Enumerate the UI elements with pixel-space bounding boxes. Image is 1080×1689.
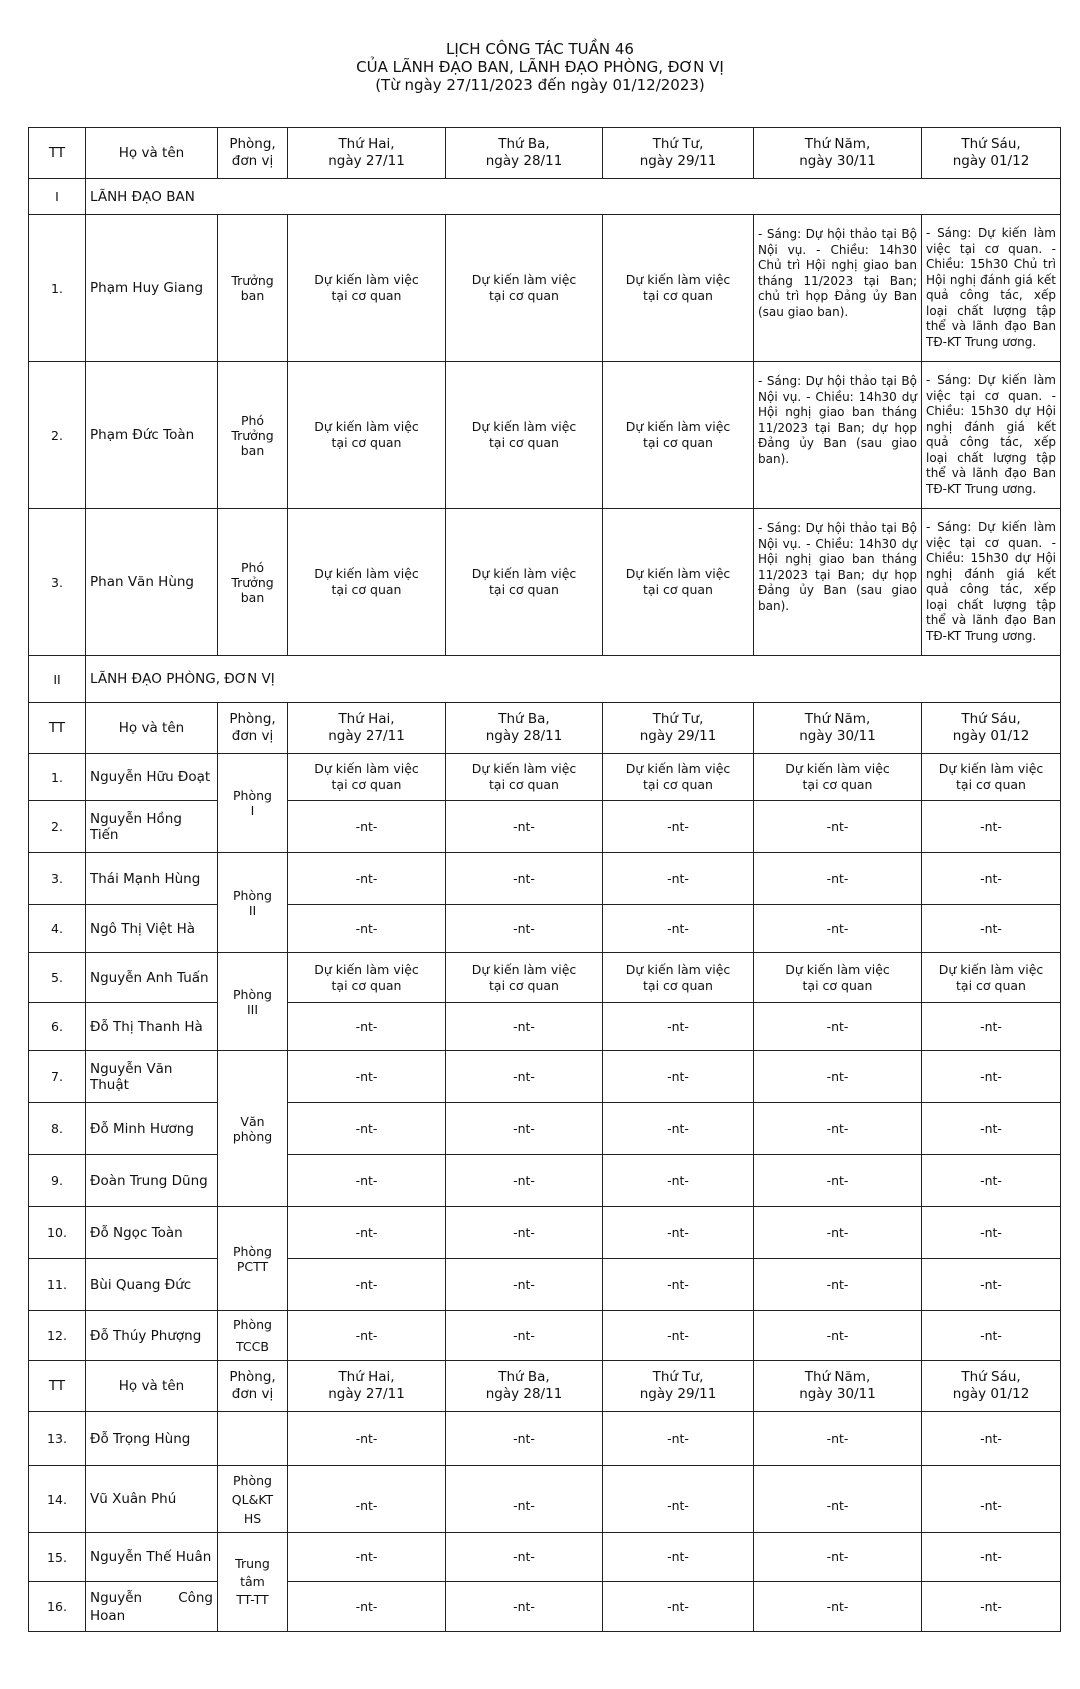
header-day-mon: Thứ Hai, ngày 27/11 (288, 128, 446, 179)
header-dept: Phòng, đơn vị (218, 1361, 288, 1412)
section-number: I (29, 179, 86, 215)
header-day-thu: Thứ Năm, ngày 30/11 (754, 128, 922, 179)
table-row (29, 1103, 1061, 1155)
row-number: 1. (29, 215, 86, 362)
schedule-cell: Dự kiến làm việc tại cơ quan (288, 215, 446, 362)
header-day-thu: Thứ Năm, ngày 30/11 (754, 1361, 922, 1412)
schedule-cell: -nt- (446, 905, 603, 953)
schedule-cell: -nt- (603, 801, 754, 853)
table-row (29, 1207, 1061, 1259)
schedule-cell: -nt- (922, 801, 1061, 853)
schedule-cell: -nt- (754, 1103, 922, 1155)
header-day-fri: Thứ Sáu, ngày 01/12 (922, 1361, 1061, 1412)
schedule-detail-thu: - Sáng: Dự hội thảo tại Bộ Nội vụ. - Chiều: 14h30 dự Hội nghị giao ban tháng 11/2023 tại Ban; dự họp Đảng ủy Ban (sau giao ban). (754, 509, 922, 656)
header-day-fri: Thứ Sáu, ngày 01/12 (922, 128, 1061, 179)
section-label: LÃNH ĐẠO BAN (86, 179, 1061, 215)
table-row (29, 953, 1061, 1003)
person-name: Nguyễn Hữu Đoạt (86, 754, 218, 801)
header-dept: Phòng, đơn vị (218, 128, 288, 179)
schedule-cell: -nt- (446, 1582, 603, 1632)
department: Trưởng ban (218, 215, 288, 362)
schedule-cell: -nt- (922, 1207, 1061, 1259)
person-name: Nguyễn Công Hoan (86, 1582, 218, 1632)
person-name: Nguyễn Anh Tuấn (86, 953, 218, 1003)
schedule-detail-fri: - Sáng: Dự kiến làm việc tại cơ quan. - Chiều: 15h30 dự Hội nghị đánh giá kết quả công tác, xếp loại chất lượng tập thể và lãnh đạo Ban TĐ-KT Trung ương. (922, 509, 1061, 656)
schedule-cell: Dự kiến làm việc tại cơ quan (288, 953, 446, 1003)
schedule-cell: -nt- (603, 1051, 754, 1103)
schedule-cell: Dự kiến làm việc tại cơ quan (922, 754, 1061, 801)
schedule-cell: -nt- (603, 1412, 754, 1466)
header-day-tue: Thứ Ba, ngày 28/11 (446, 703, 603, 754)
person-name: Đoàn Trung Dũng (86, 1155, 218, 1207)
table-row (29, 905, 1061, 953)
schedule-cell: Dự kiến làm việc tại cơ quan (446, 362, 603, 509)
person-name: Phạm Huy Giang (86, 215, 218, 362)
schedule-cell: -nt- (754, 1311, 922, 1361)
table-row (29, 801, 1061, 853)
row-number: 3. (29, 853, 86, 905)
schedule-cell: -nt- (288, 1311, 446, 1361)
schedule-cell: -nt- (922, 1533, 1061, 1582)
schedule-cell: -nt- (603, 905, 754, 953)
schedule-cell: Dự kiến làm việc tại cơ quan (603, 754, 754, 801)
schedule-cell: -nt- (754, 1533, 922, 1582)
schedule-cell: Dự kiến làm việc tại cơ quan (288, 509, 446, 656)
schedule-cell: -nt- (446, 1412, 603, 1466)
table-row (29, 1003, 1061, 1051)
department: Phòng I (218, 754, 288, 853)
schedule-cell: Dự kiến làm việc tại cơ quan (446, 754, 603, 801)
person-name: Đỗ Thúy Phượng (86, 1311, 218, 1361)
schedule-cell: -nt- (288, 1155, 446, 1207)
title-line-1: LỊCH CÔNG TÁC TUẦN 46 (446, 40, 634, 58)
header-tt: TT (29, 1361, 86, 1412)
schedule-cell: Dự kiến làm việc tại cơ quan (446, 215, 603, 362)
department: Phòng II (218, 853, 288, 953)
schedule-cell: -nt- (754, 1466, 922, 1533)
schedule-cell: -nt- (922, 853, 1061, 905)
schedule-cell: -nt- (603, 1155, 754, 1207)
header-day-wed: Thứ Tư, ngày 29/11 (603, 1361, 754, 1412)
schedule-cell: Dự kiến làm việc tại cơ quan (446, 953, 603, 1003)
title-line-2: CỦA LÃNH ĐẠO BAN, LÃNH ĐẠO PHÒNG, ĐƠN VỊ (356, 58, 724, 76)
department: Trung tâm TT-TT (218, 1533, 288, 1632)
section-number: II (29, 656, 86, 703)
row-number: 7. (29, 1051, 86, 1103)
row-number: 4. (29, 905, 86, 953)
table-row (29, 1051, 1061, 1103)
schedule-cell: -nt- (446, 1051, 603, 1103)
schedule-cell: -nt- (754, 853, 922, 905)
header-tt: TT (29, 703, 86, 754)
schedule-cell: -nt- (754, 1582, 922, 1632)
person-name: Đỗ Ngọc Toàn (86, 1207, 218, 1259)
header-day-mon: Thứ Hai, ngày 27/11 (288, 703, 446, 754)
table-row (29, 1259, 1061, 1311)
schedule-cell: -nt- (603, 1311, 754, 1361)
table-row (29, 215, 1061, 362)
person-name: Thái Mạnh Hùng (86, 853, 218, 905)
schedule-detail-thu: - Sáng: Dự hội thảo tại Bộ Nội vụ. - Chiều: 14h30 Chủ trì Hội nghị giao ban tháng 11/2023 tại Ban; chủ trì họp Đảng ủy Ban (sau giao ban). (754, 215, 922, 362)
person-name: Nguyễn Văn Thuật (86, 1051, 218, 1103)
schedule-cell: -nt- (603, 1259, 754, 1311)
row-number: 1. (29, 754, 86, 801)
table-header-row (29, 1361, 1061, 1412)
schedule-cell: Dự kiến làm việc tại cơ quan (603, 509, 754, 656)
schedule-cell: -nt- (754, 801, 922, 853)
schedule-cell: -nt- (754, 1003, 922, 1051)
header-name: Họ và tên (86, 703, 218, 754)
schedule-detail-fri: - Sáng: Dự kiến làm việc tại cơ quan. - Chiều: 15h30 Chủ trì Hội nghị đánh giá kết quả công tác, xếp loại chất lượng tập thể và lãnh đạo Ban TĐ-KT Trung ương. (922, 215, 1061, 362)
row-number: 3. (29, 509, 86, 656)
schedule-cell: Dự kiến làm việc tại cơ quan (446, 509, 603, 656)
department: Phòng TCCB (218, 1311, 288, 1361)
row-number: 16. (29, 1582, 86, 1632)
header-name: Họ và tên (86, 128, 218, 179)
department: Phó Trưởng ban (218, 509, 288, 656)
header-day-tue: Thứ Ba, ngày 28/11 (446, 128, 603, 179)
department: Văn phòng (218, 1051, 288, 1207)
section-row-leaders (29, 179, 1061, 215)
table-header-row (29, 703, 1061, 754)
schedule-cell: -nt- (446, 1311, 603, 1361)
schedule-cell: -nt- (288, 1466, 446, 1533)
schedule-cell: -nt- (288, 905, 446, 953)
header-tt: TT (29, 128, 86, 179)
table-row (29, 362, 1061, 509)
table-row (29, 1582, 1061, 1632)
schedule-cell: -nt- (446, 1003, 603, 1051)
department: Phòng PCTT (218, 1207, 288, 1311)
schedule-cell: -nt- (603, 853, 754, 905)
person-name: Bùi Quang Đức (86, 1259, 218, 1311)
schedule-cell: -nt- (446, 853, 603, 905)
header-name: Họ và tên (86, 1361, 218, 1412)
schedule-cell: -nt- (288, 801, 446, 853)
schedule-cell: -nt- (922, 1003, 1061, 1051)
schedule-cell: -nt- (446, 1533, 603, 1582)
schedule-cell: Dự kiến làm việc tại cơ quan (603, 953, 754, 1003)
row-number: 6. (29, 1003, 86, 1051)
table-row (29, 1466, 1061, 1533)
schedule-cell: -nt- (288, 1103, 446, 1155)
table-row (29, 1155, 1061, 1207)
row-number: 12. (29, 1311, 86, 1361)
department: Phòng QL&KT HS (218, 1466, 288, 1533)
schedule-cell: Dự kiến làm việc tại cơ quan (922, 953, 1061, 1003)
row-number: 13. (29, 1412, 86, 1466)
table-row (29, 509, 1061, 656)
schedule-cell: -nt- (603, 1207, 754, 1259)
row-number: 2. (29, 801, 86, 853)
header-day-wed: Thứ Tư, ngày 29/11 (603, 703, 754, 754)
schedule-cell: -nt- (922, 1582, 1061, 1632)
schedule-cell: -nt- (922, 1103, 1061, 1155)
header-day-wed: Thứ Tư, ngày 29/11 (603, 128, 754, 179)
row-number: 2. (29, 362, 86, 509)
schedule-cell: -nt- (288, 1207, 446, 1259)
schedule-cell: -nt- (754, 1051, 922, 1103)
row-number: 15. (29, 1533, 86, 1582)
table-row (29, 853, 1061, 905)
row-number: 14. (29, 1466, 86, 1533)
schedule-cell: -nt- (754, 1155, 922, 1207)
title-line-3: (Từ ngày 27/11/2023 đến ngày 01/12/2023) (375, 76, 705, 94)
schedule-cell: Dự kiến làm việc tại cơ quan (603, 215, 754, 362)
schedule-cell: -nt- (922, 1412, 1061, 1466)
schedule-cell: -nt- (446, 1259, 603, 1311)
person-name: Đỗ Thị Thanh Hà (86, 1003, 218, 1051)
header-day-tue: Thứ Ba, ngày 28/11 (446, 1361, 603, 1412)
schedule-cell: -nt- (288, 1003, 446, 1051)
schedule-cell: Dự kiến làm việc tại cơ quan (603, 362, 754, 509)
schedule-cell: -nt- (922, 1155, 1061, 1207)
schedule-cell: -nt- (288, 1533, 446, 1582)
schedule-cell: -nt- (754, 905, 922, 953)
schedule-cell: -nt- (288, 1051, 446, 1103)
department (218, 1412, 288, 1466)
section-row-departments (29, 656, 1061, 703)
person-name: Đỗ Trọng Hùng (86, 1412, 218, 1466)
person-name: Ngô Thị Việt Hà (86, 905, 218, 953)
department: Phó Trưởng ban (218, 362, 288, 509)
table-row (29, 1311, 1061, 1361)
schedule-cell: -nt- (922, 1466, 1061, 1533)
schedule-cell: Dự kiến làm việc tại cơ quan (288, 362, 446, 509)
schedule-detail-fri: - Sáng: Dự kiến làm việc tại cơ quan. - Chiều: 15h30 dự Hội nghị đánh giá kết quả công tác, xếp loại chất lượng tập thể và lãnh đạo Ban TĐ-KT Trung ương. (922, 362, 1061, 509)
person-name: Đỗ Minh Hương (86, 1103, 218, 1155)
table-row (29, 1533, 1061, 1582)
schedule-cell: -nt- (446, 1155, 603, 1207)
person-name: Phạm Đức Toàn (86, 362, 218, 509)
row-number: 8. (29, 1103, 86, 1155)
person-name: Vũ Xuân Phú (86, 1466, 218, 1533)
schedule-cell: -nt- (922, 905, 1061, 953)
schedule-cell: Dự kiến làm việc tại cơ quan (754, 953, 922, 1003)
schedule-cell: -nt- (754, 1412, 922, 1466)
header-day-mon: Thứ Hai, ngày 27/11 (288, 1361, 446, 1412)
person-name: Phan Văn Hùng (86, 509, 218, 656)
schedule-cell: -nt- (288, 1582, 446, 1632)
document-title (0, 40, 1080, 94)
schedule-cell: -nt- (446, 1103, 603, 1155)
schedule-cell: Dự kiến làm việc tại cơ quan (288, 754, 446, 801)
schedule-cell: -nt- (922, 1259, 1061, 1311)
schedule-cell: -nt- (603, 1582, 754, 1632)
schedule-cell: -nt- (603, 1003, 754, 1051)
schedule-cell: -nt- (922, 1311, 1061, 1361)
table-row (29, 1412, 1061, 1466)
person-name: Nguyễn Hồng Tiến (86, 801, 218, 853)
header-day-fri: Thứ Sáu, ngày 01/12 (922, 703, 1061, 754)
row-number: 10. (29, 1207, 86, 1259)
table-header-row (29, 128, 1061, 179)
row-number: 5. (29, 953, 86, 1003)
schedule-cell: -nt- (288, 853, 446, 905)
schedule-cell: -nt- (754, 1259, 922, 1311)
person-name: Nguyễn Thế Huân (86, 1533, 218, 1582)
schedule-cell: -nt- (288, 1412, 446, 1466)
schedule-cell: -nt- (603, 1533, 754, 1582)
department: Phòng III (218, 953, 288, 1051)
schedule-cell: -nt- (446, 1466, 603, 1533)
schedule-cell: -nt- (603, 1466, 754, 1533)
row-number: 9. (29, 1155, 86, 1207)
schedule-cell: -nt- (603, 1103, 754, 1155)
table-row (29, 754, 1061, 801)
header-day-thu: Thứ Năm, ngày 30/11 (754, 703, 922, 754)
schedule-table-leaders (28, 127, 1061, 1632)
schedule-cell: -nt- (754, 1207, 922, 1259)
schedule-cell: -nt- (922, 1051, 1061, 1103)
row-number: 11. (29, 1259, 86, 1311)
schedule-cell: -nt- (446, 1207, 603, 1259)
schedule-cell: Dự kiến làm việc tại cơ quan (754, 754, 922, 801)
schedule-cell: -nt- (446, 801, 603, 853)
section-label: LÃNH ĐẠO PHÒNG, ĐƠN VỊ (86, 656, 1061, 703)
schedule-detail-thu: - Sáng: Dự hội thảo tại Bộ Nội vụ. - Chiều: 14h30 dự Hội nghị giao ban tháng 11/2023 tại Ban; dự họp Đảng ủy Ban (sau giao ban). (754, 362, 922, 509)
header-dept: Phòng, đơn vị (218, 703, 288, 754)
schedule-cell: -nt- (288, 1259, 446, 1311)
